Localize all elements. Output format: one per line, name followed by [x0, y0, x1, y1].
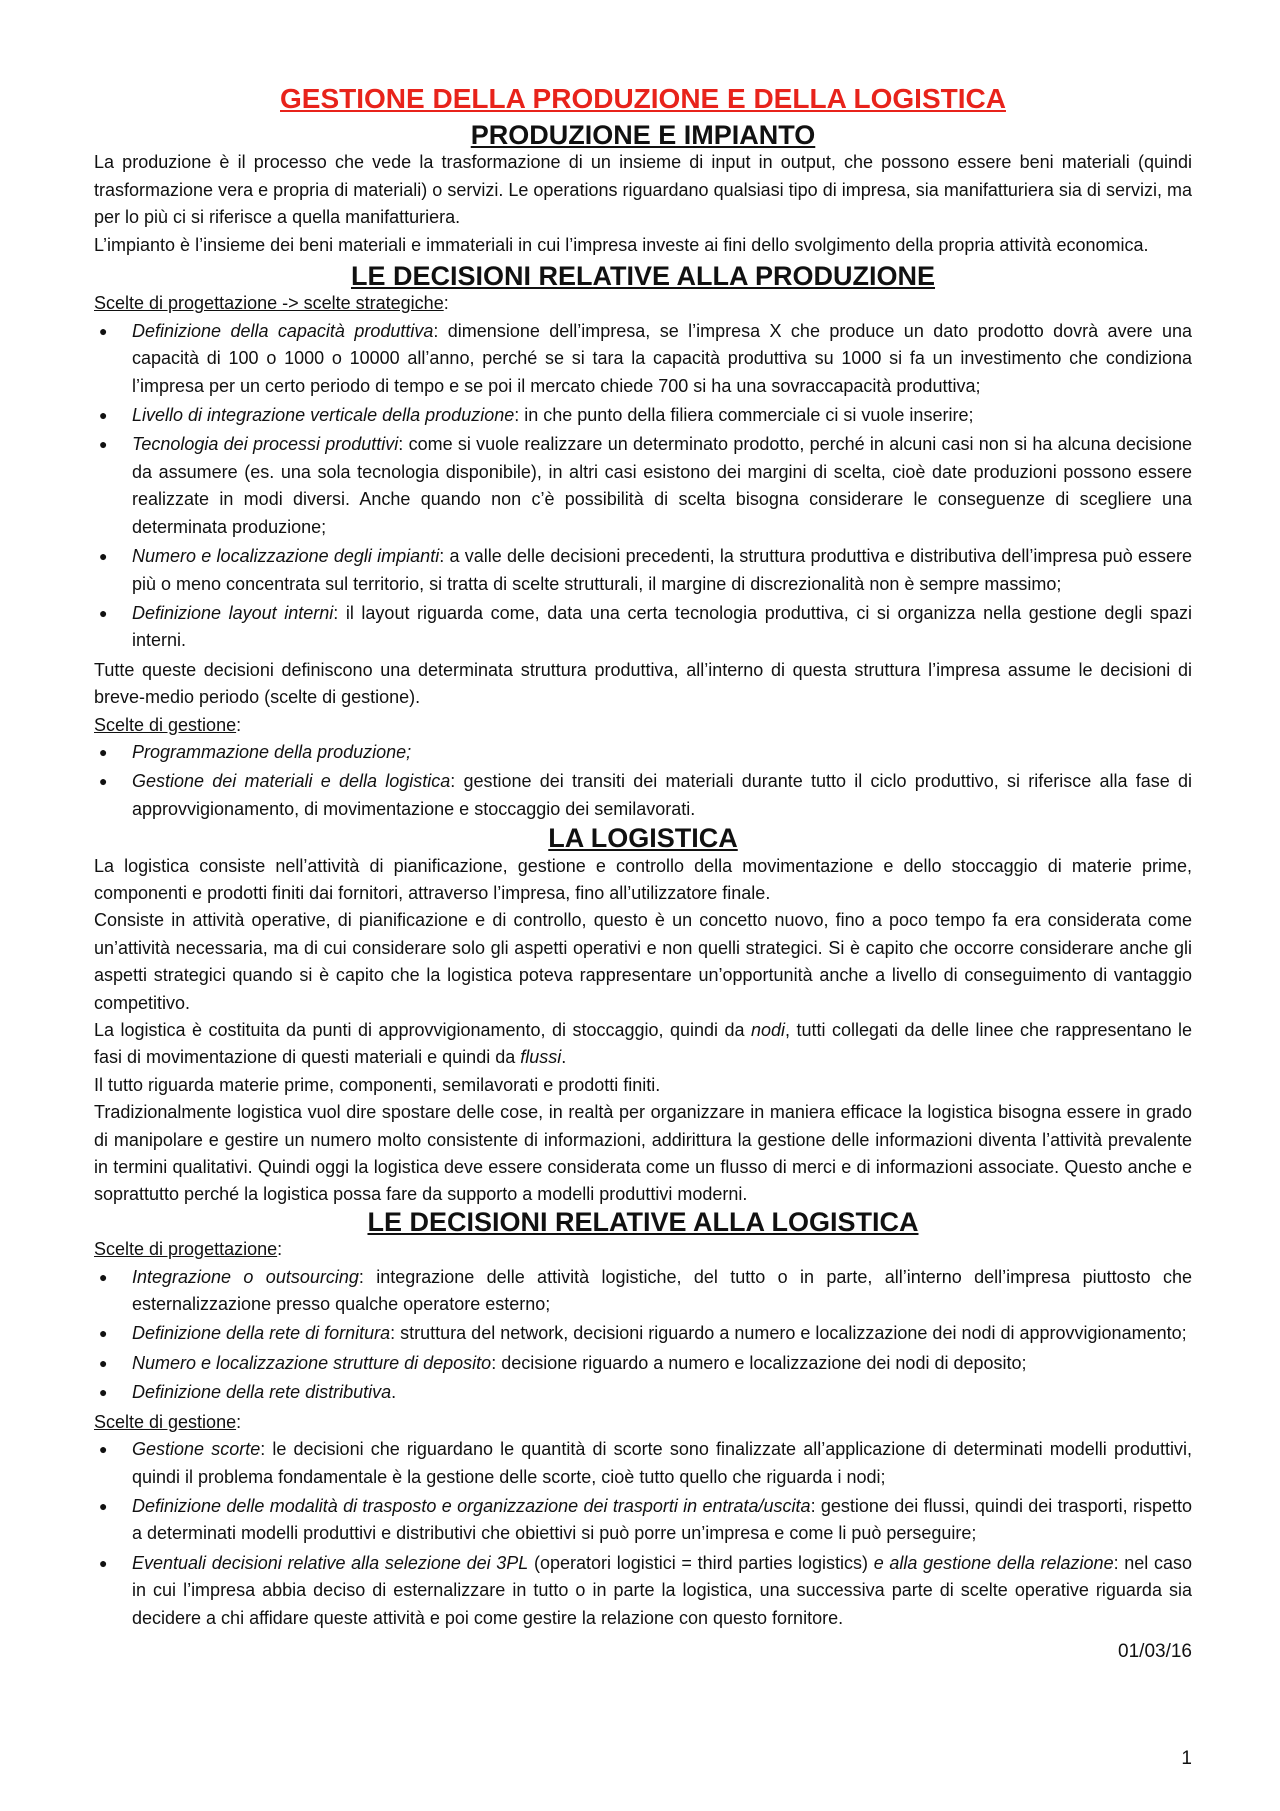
section-heading-decisioni-logistica: LE DECISIONI RELATIVE ALLA LOGISTICA	[367, 1206, 919, 1237]
list-item	[94, 1550, 1192, 1632]
item-term: Definizione della rete di fornitura	[132, 1323, 391, 1344]
bullet-list	[94, 1264, 1192, 1407]
sublabel-row	[94, 1409, 1192, 1436]
bullet-list	[94, 1436, 1192, 1632]
list-item	[94, 1379, 1192, 1406]
item-text: : nel caso in cui l’impresa abbia deciso di esternalizzare in tutto o in parte la logistica, una successiva parte di scelte operative riguarda sia decidere a chi affidare queste attività e poi come gestire la relazione con questo fornitore.	[132, 1552, 1192, 1628]
sublabel-scelte-gestione: Scelte di gestione	[94, 1411, 237, 1432]
list-item	[94, 318, 1192, 400]
item-term: Gestione scorte	[132, 1439, 261, 1460]
page-number: 1	[1181, 1748, 1192, 1769]
text-run: , tutti collegati da delle linee che rappresentano le fasi di movimentazione di questi materiali e quindi da	[94, 1020, 1192, 1068]
list-item	[94, 1264, 1192, 1319]
paragraph: Il tutto riguarda materie prime, componenti, semilavorati e prodotti finiti.	[94, 1074, 661, 1095]
bullet-icon: ●	[99, 1268, 108, 1285]
paragraph: Consiste in attività operative, di pianificazione e di controllo, questo è un concetto nuovo, fino a poco tempo fa era considerata come un’attività necessaria, ma di cui considerare solo gli aspetti operativi e non quelli strategici. Si è capito che occorre considerare anche gli aspetti strategici quando si è capito che la logistica poteva rappresentare un’opportunità anche a livello di conseguimento di vantaggio competitivo.	[94, 910, 1192, 1013]
emphasis-flussi: flussi	[520, 1047, 562, 1068]
bullet-icon: ●	[99, 1497, 108, 1514]
sublabel-row	[94, 1236, 1192, 1263]
list-item	[94, 1320, 1192, 1347]
item-term: Definizione layout interni	[132, 602, 334, 623]
sublabel-colon: :	[236, 1411, 242, 1432]
bullet-icon: ●	[99, 743, 108, 760]
sublabel-colon: :	[236, 714, 242, 735]
item-text: : integrazione delle attività logistiche, del tutto o in parte, all’interno dell’impresa piuttosto che esternalizzazione presso qualche operatore esterno;	[132, 1266, 1192, 1315]
item-term: Tecnologia dei processi produttivi	[132, 434, 399, 455]
section-heading-logistica: LA LOGISTICA	[548, 823, 738, 854]
item-text: : gestione dei flussi, quindi dei trasporti, rispetto a determinati modelli produttivi e distributivi che obiettivi si può porre un’impresa e come li può perseguire;	[132, 1495, 1192, 1544]
bullet-list	[94, 739, 1192, 823]
text-run: .	[561, 1047, 567, 1068]
item-term: Livello di integrazione verticale della produzione	[132, 405, 515, 426]
item-text: : dimensione dell’impresa, se l’impresa X che produce un dato prodotto dovrà avere una capacità di 100 o 1000 o 10000 all’anno, perché se si tara la capacità produttiva su 1000 si fa un investimento che condiziona l’impresa per un certo periodo di tempo e se poi il mercato chiede 700 si ha una sovraccapacità produttiva;	[132, 320, 1192, 396]
sublabel-scelte-gestione: Scelte di gestione	[94, 714, 237, 735]
emphasis-nodi: nodi	[750, 1020, 786, 1040]
bullet-icon: ●	[99, 322, 108, 339]
paragraph: L’impianto è l’insieme dei beni materiali e immateriali in cui l’impresa investe ai fini dello svolgimento della propria attività economica.	[94, 234, 1149, 255]
text-run: La logistica è costituita da punti di approvvigionamento, di stoccaggio, quindi da	[94, 1020, 751, 1040]
list-item	[94, 739, 1192, 766]
bullet-icon: ●	[99, 1384, 108, 1401]
item-term: Numero e localizzazione strutture di deposito	[132, 1352, 492, 1373]
item-term: Definizione della rete distributiva	[132, 1382, 392, 1403]
bullet-icon: ●	[99, 407, 108, 424]
list-item	[94, 1350, 1192, 1377]
item-text: : gestione dei transiti dei materiali durante tutto il ciclo produttivo, si riferisce alla fase di approvvigionamento, di movimentazione e stoccaggio dei semilavorati.	[132, 771, 1192, 819]
document-title: GESTIONE DELLA PRODUZIONE E DELLA LOGISTICA	[280, 83, 1006, 114]
list-item	[94, 600, 1192, 655]
bullet-icon: ●	[99, 604, 108, 621]
paragraph: La produzione è il processo che vede la trasformazione di un insieme di input in output, che possono essere beni materiali (quindi trasformazione vera e propria di materiali) o servizi. Le operations riguardano qualsiasi tipo di impresa, sia manifatturiera sia di servizi, ma per lo più ci si riferisce a quella manifatturiera.	[94, 152, 1192, 228]
item-text: : le decisioni che riguardano le quantità di scorte sono finalizzate all’applicazione di determinati modelli produttivi, quindi il problema fondamentale è la gestione delle scorte, cioè tutto quello che riguarda i nodi;	[132, 1439, 1192, 1487]
section-heading-decisioni-produzione: LE DECISIONI RELATIVE ALLA PRODUZIONE	[350, 261, 936, 292]
list-item	[94, 402, 1192, 429]
bullet-list	[94, 318, 1192, 655]
item-term: e alla gestione della relazione	[873, 1552, 1114, 1573]
sublabel-row	[94, 290, 1192, 317]
sublabel-scelte-progettazione: Scelte di progettazione	[94, 1239, 278, 1260]
bullet-icon: ●	[99, 1325, 108, 1342]
sublabel-scelte-progettazione: Scelte di progettazione -> scelte strategiche	[94, 293, 444, 314]
item-text: : decisione riguardo a numero e localizzazione dei nodi di deposito;	[491, 1352, 1027, 1373]
item-term: Eventuali decisioni relative alla selezione dei 3PL	[132, 1552, 529, 1573]
bullet-icon: ●	[99, 773, 108, 790]
bullet-icon: ●	[99, 1441, 108, 1458]
sublabel-row	[94, 712, 1192, 739]
bullet-icon: ●	[99, 1554, 108, 1571]
paragraph: Tutte queste decisioni definiscono una determinata struttura produttiva, all’interno di questa struttura l’impresa assume le decisioni di breve-medio periodo (scelte di gestione).	[94, 659, 1192, 708]
list-item	[94, 431, 1192, 541]
item-text: (operatori logistici = third parties logistics)	[528, 1552, 874, 1573]
list-item	[94, 768, 1192, 823]
item-term: Numero e localizzazione degli impianti	[132, 546, 440, 567]
paragraph: Tradizionalmente logistica vuol dire spostare delle cose, in realtà per organizzare in maniera efficace la logistica bisogna essere in grado di manipolare e gestire un numero molto consistente di informazioni, addirittura la gestione delle informazioni diventa l’attività prevalente in termini qualitativi. Quindi oggi la logistica deve essere considerata come un flusso di merci e di informazioni associate. Questo anche e soprattutto perché la logistica possa fare da supporto a modelli produttivi moderni.	[94, 1102, 1192, 1205]
section-heading-produzione-impianto: PRODUZIONE E IMPIANTO	[470, 120, 816, 150]
sublabel-colon: :	[443, 293, 449, 314]
item-text: : come si vuole realizzare un determinato prodotto, perché in alcuni casi non si ha alcuna decisione da assumere (es. una sola tecnologia disponibile), in altri casi esistono dei margini di scelta, cioè date produzioni possono essere realizzate in modi diversi. Anche quando non c’è possibilità di scelta bisogna considerare le conseguenze di scegliere una determinata produzione;	[132, 434, 1192, 537]
item-term: Definizione delle modalità di trasposto e organizzazione dei trasporti in entrata/uscita	[132, 1495, 811, 1516]
paragraph	[94, 1017, 1192, 1072]
item-text: : a valle delle decisioni precedenti, la struttura produttiva e distributiva dell’impresa può essere più o meno concentrata sul territorio, si tratta di scelte strutturali, il margine di discrezionalità non è sempre massimo;	[132, 546, 1192, 594]
item-text: : struttura del network, decisioni riguardo a numero e localizzazione dei nodi di approvvigionamento;	[390, 1323, 1187, 1344]
list-item	[94, 543, 1192, 598]
bullet-icon: ●	[99, 436, 108, 453]
list-item	[94, 1493, 1192, 1548]
item-text: .	[391, 1382, 397, 1403]
document-date: 01/03/16	[1118, 1640, 1192, 1662]
bullet-icon: ●	[99, 548, 108, 565]
item-term: Definizione della capacità produttiva	[132, 320, 434, 341]
item-text: : in che punto della filiera commerciale ci si vuole inserire;	[514, 405, 974, 426]
document-page	[94, 82, 1192, 1665]
item-text: : il layout riguarda come, data una certa tecnologia produttiva, ci si organizza nella gestione degli spazi interni.	[132, 602, 1192, 651]
bullet-icon: ●	[99, 1354, 108, 1371]
item-term: Gestione dei materiali e della logistica	[132, 771, 451, 792]
item-term: Integrazione o outsourcing	[132, 1266, 359, 1287]
list-item	[94, 1436, 1192, 1491]
paragraph: La logistica consiste nell’attività di pianificazione, gestione e controllo della movimentazione e dello stoccaggio di materie prime, componenti e prodotti finiti dai fornitori, attraverso l’impresa, fino all’utilizzatore finale.	[94, 855, 1192, 903]
item-term: Programmazione della produzione;	[132, 741, 412, 762]
sublabel-colon: :	[277, 1239, 283, 1260]
